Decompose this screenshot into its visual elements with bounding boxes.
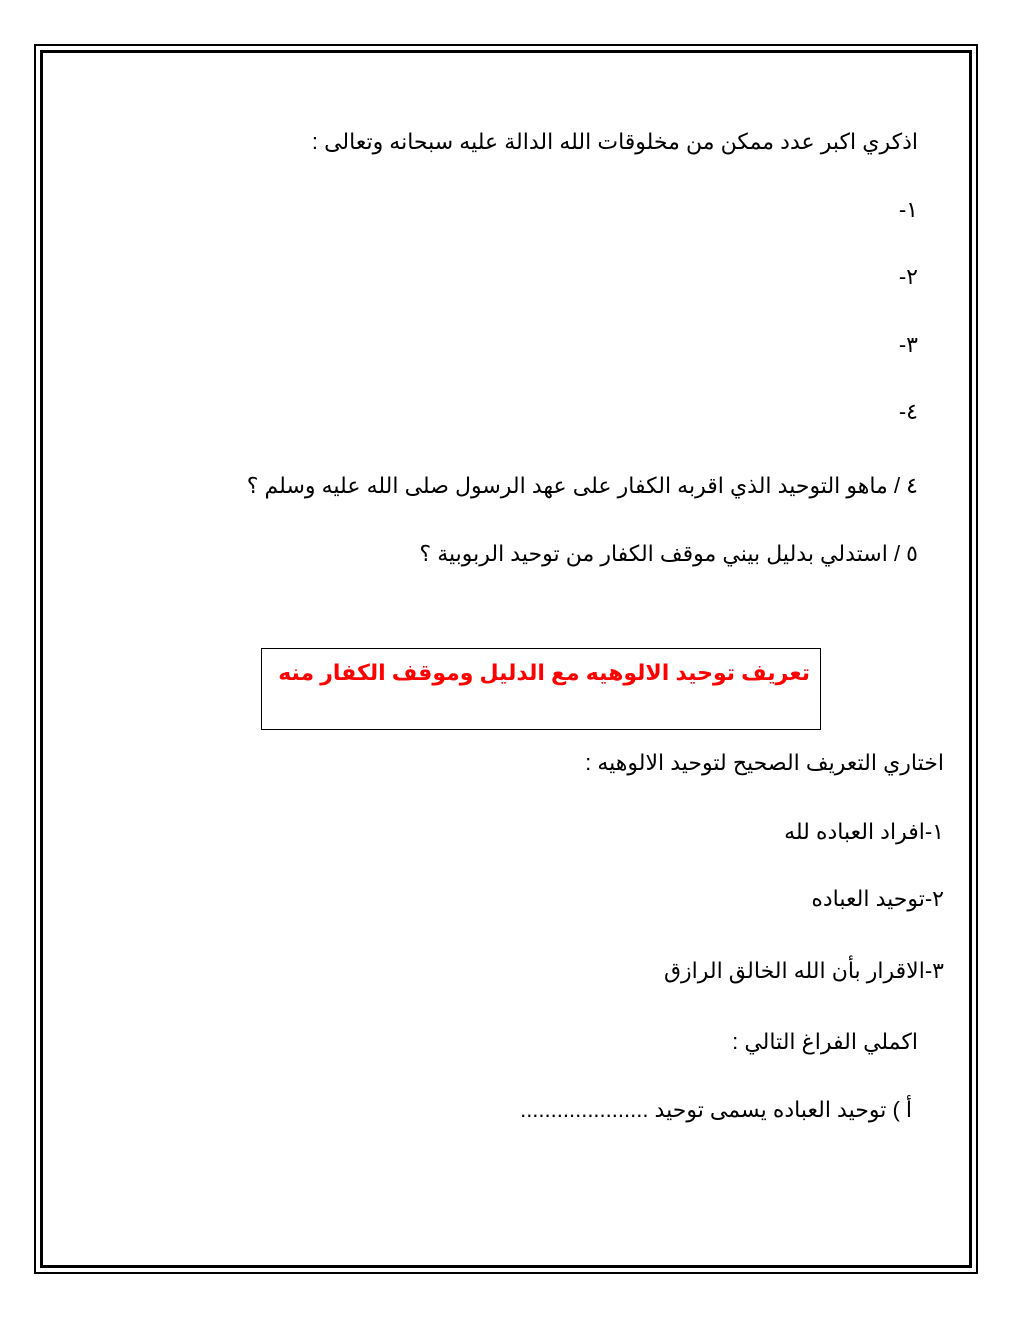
blank-item-2: ٢- (898, 264, 918, 289)
blank-item-4: ٤- (898, 399, 918, 424)
option-2: ٢-توحيد العباده (811, 886, 944, 911)
question-5: ٥ / استدلي بدليل بيني موقف الكفار من توحيد الربوبية ؟ (419, 541, 918, 566)
section-heading-box (261, 648, 821, 730)
blank-item-3: ٣- (898, 332, 918, 357)
question-creations: اذكري اكبر عدد ممكن من مخلوقات الله الدالة عليه سبحانه وتعالى : (311, 129, 918, 154)
blank-item-1: ١- (898, 197, 918, 222)
option-3: ٣-الاقرار بأن الله الخالق الرازق (663, 958, 944, 983)
fill-blank-a: أ ) توحيد العباده يسمى توحيد ..................... (520, 1097, 912, 1122)
fill-blank-heading: اكملي الفراغ التالي : (732, 1029, 918, 1054)
section-heading: تعريف توحيد الالوهيه مع الدليل وموقف الكفار منه (278, 660, 810, 685)
question-4: ٤ / ماهو التوحيد الذي اقربه الكفار على عهد الرسول صلى الله عليه وسلم ؟ (246, 473, 918, 498)
option-1: ١-افراد العباده لله (784, 819, 944, 844)
question-definition: اختاري التعريف الصحيح لتوحيد الالوهيه : (585, 750, 944, 775)
